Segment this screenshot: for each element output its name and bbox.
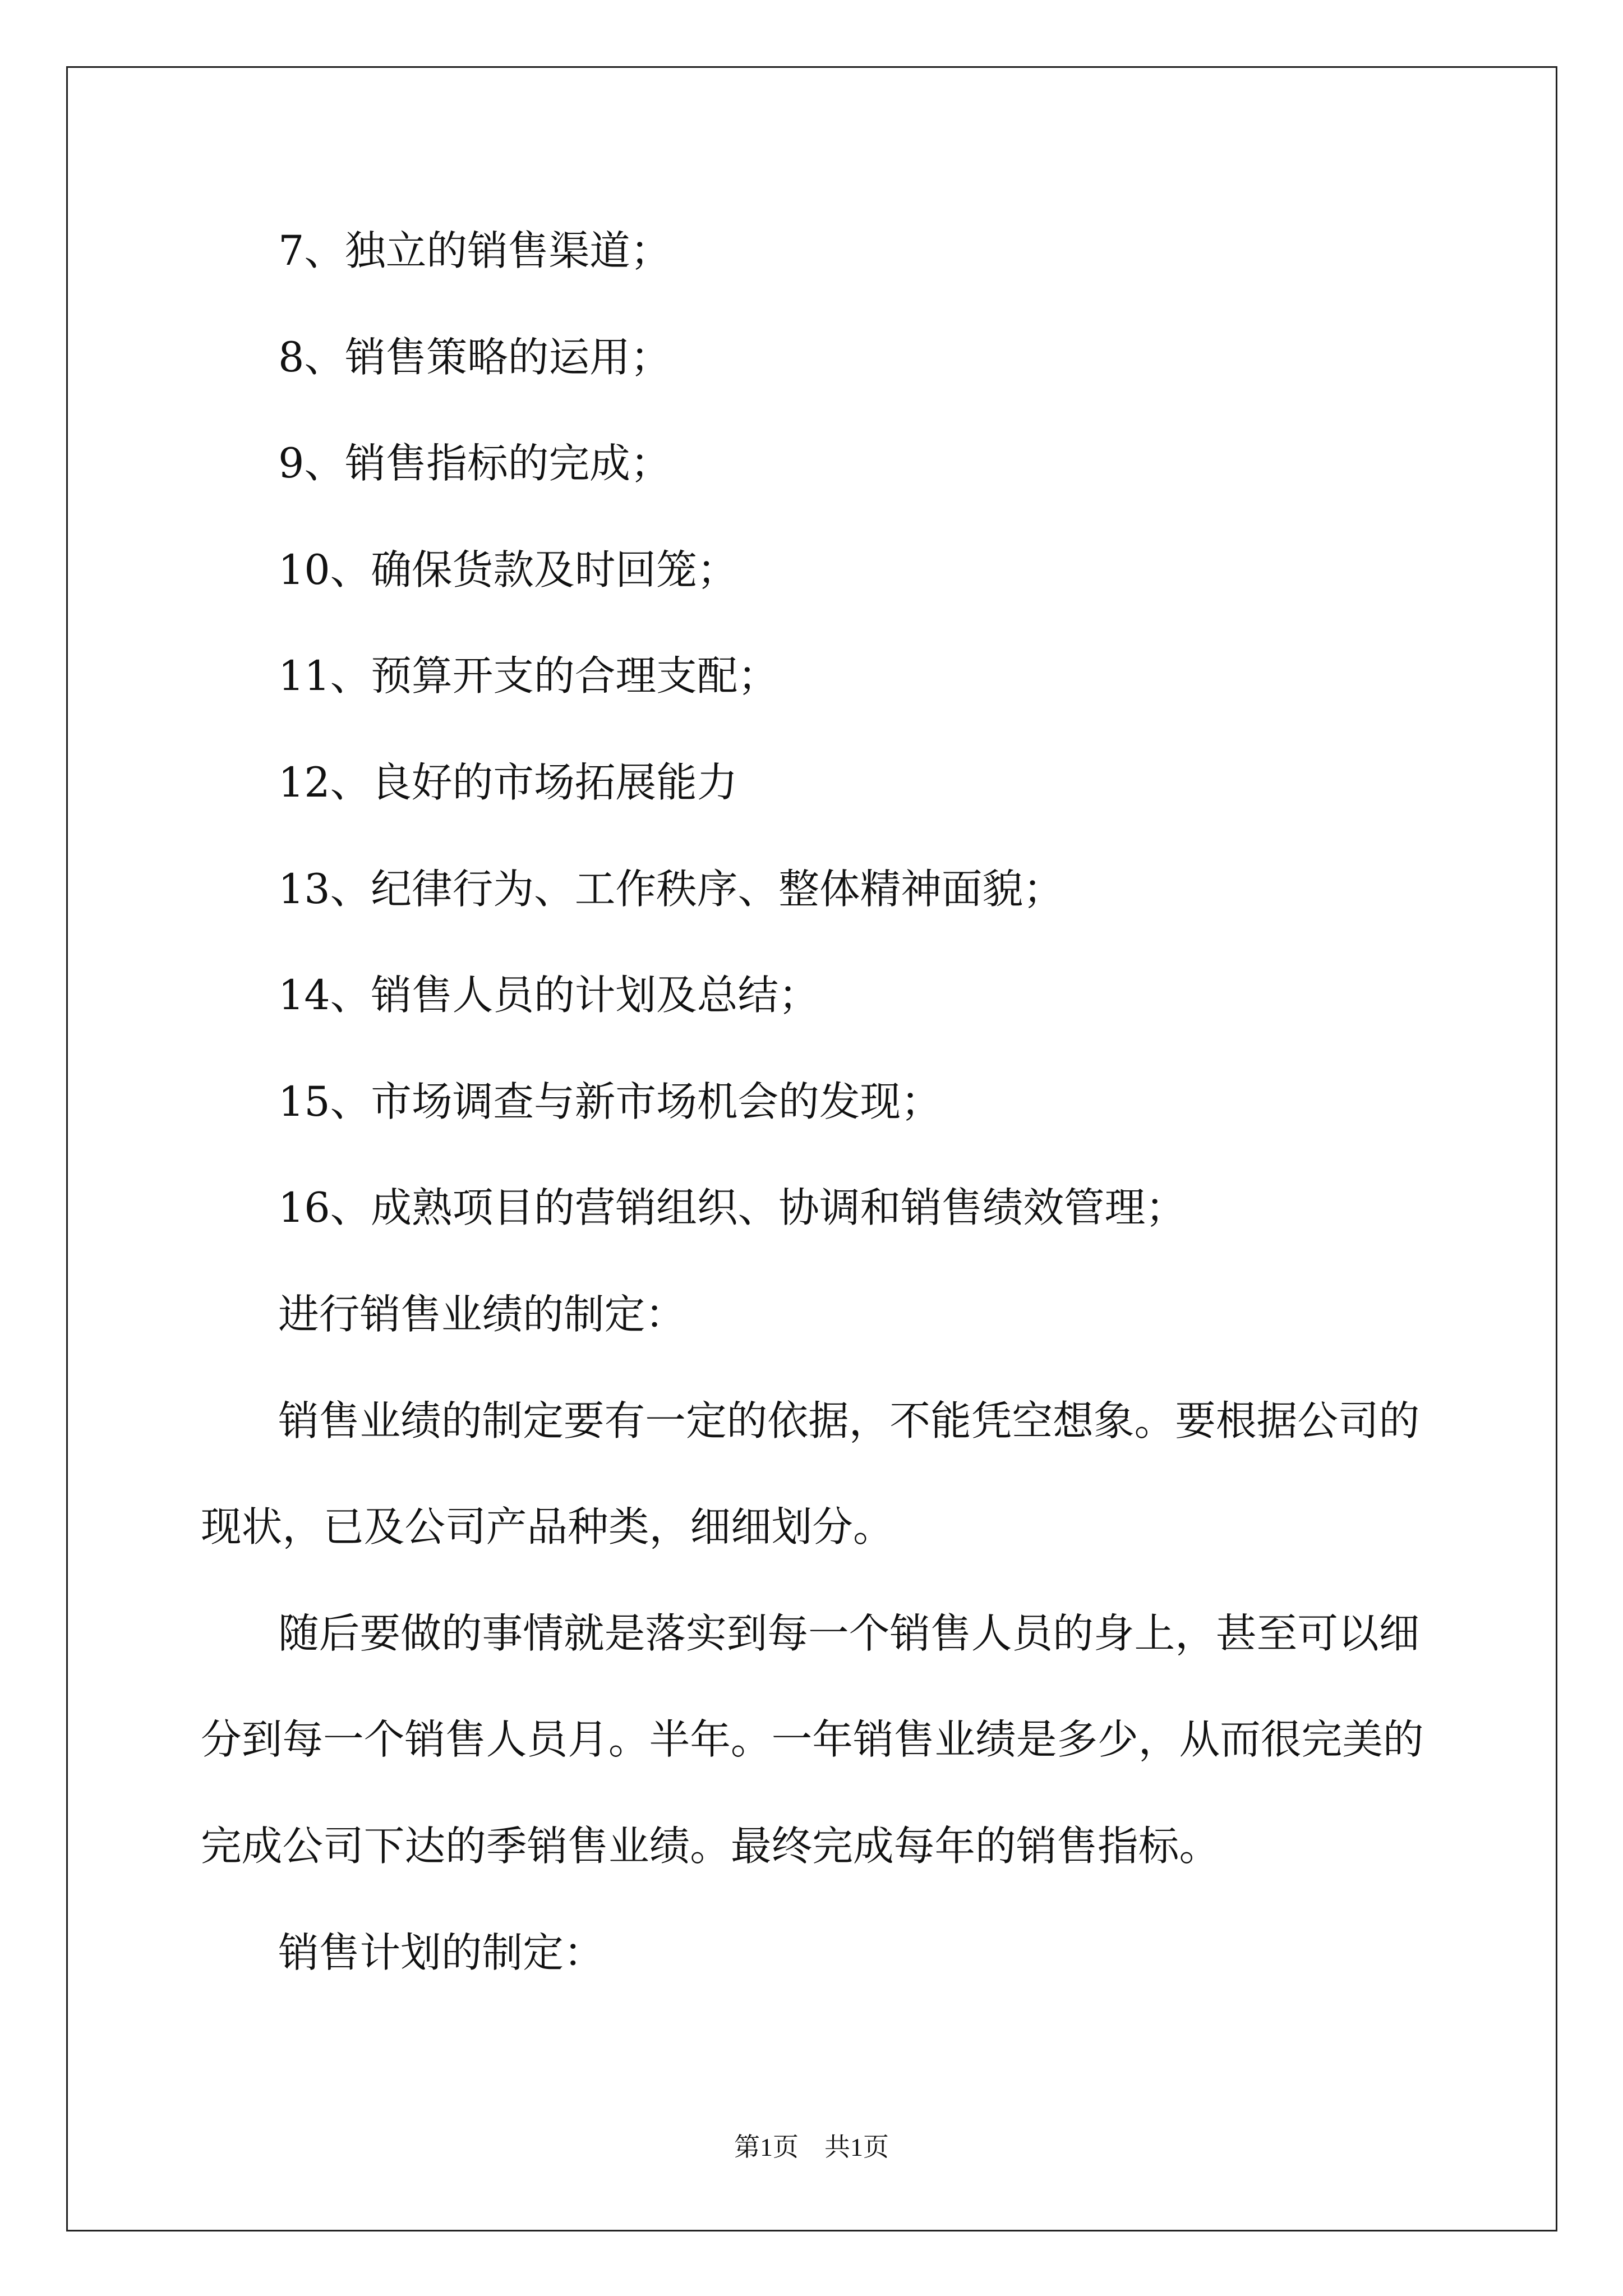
paragraph-line: 销售业绩的制定要有一定的依据，不能凭空想象。要根据公司的	[278, 1397, 1420, 1445]
paragraph-line: 分到每一个销售人员月。半年。一年销售业绩是多少，从而很完美的	[201, 1717, 1424, 1764]
list-item: 14、销售人员的计划及总结；	[278, 972, 819, 1020]
section-heading-plan: 销售计划的制定：	[278, 1929, 605, 1977]
page-footer: 第1页 共1页	[734, 2133, 889, 2161]
list-item: 8、销售策略的运用；	[278, 334, 671, 381]
list-item: 13、纪律行为、工作秩序、整体精神面貌；	[278, 866, 1064, 913]
section-heading-performance: 进行销售业绩的制定：	[278, 1291, 686, 1338]
list-item: 12、良好的市场拓展能力	[278, 759, 738, 807]
document-body	[201, 199, 1440, 2007]
list-item: 10、确保货款及时回笼；	[278, 546, 738, 594]
list-item: 11、预算开支的合理支配；	[278, 653, 779, 701]
list-item: 7、独立的销售渠道；	[278, 228, 671, 275]
paragraph-line: 随后要做的事情就是落实到每一个销售人员的身上，甚至可以细	[278, 1610, 1420, 1658]
list-item: 9、销售指标的完成；	[278, 440, 671, 488]
paragraph-line: 现状，已及公司产品种类，细细划分。	[201, 1504, 894, 1552]
list-item: 15、市场调查与新市场机会的发现；	[278, 1078, 942, 1126]
list-item: 16、成熟项目的营销组织、协调和销售绩效管理；	[278, 1185, 1187, 1232]
paragraph-line: 完成公司下达的季销售业绩。最终完成每年的销售指标。	[201, 1823, 1220, 1870]
